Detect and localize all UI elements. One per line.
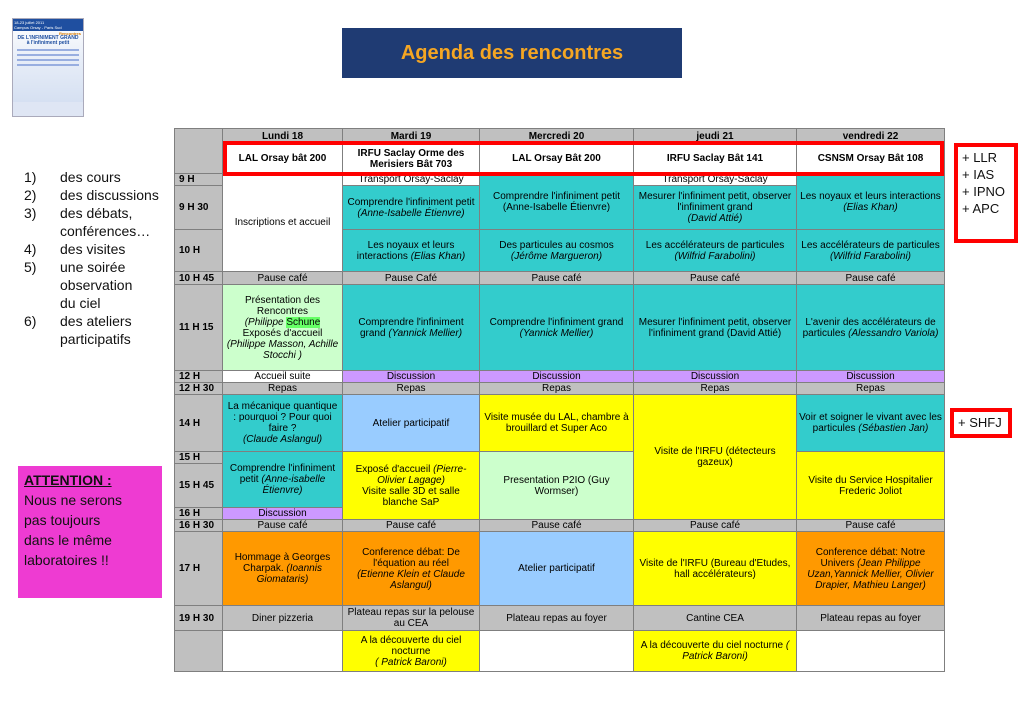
session-title: Des particules au cosmos: [499, 239, 614, 251]
lab-label: + LLR: [962, 150, 998, 165]
extra-labs-box: [954, 143, 1018, 243]
day-header: Mercredi 20: [480, 129, 634, 144]
session-cell: Inscriptions et accueil: [223, 174, 343, 272]
attention-line: dans le même: [24, 532, 112, 548]
dinner-cell: Plateau repas sur la pelouse au CEA: [343, 606, 480, 631]
session-cell: [480, 174, 634, 230]
list-number: 3): [24, 205, 37, 221]
list-item: [24, 312, 159, 330]
session-title: Conference débat: Notre Univers: [815, 546, 926, 569]
list-text: participatifs: [60, 331, 131, 347]
poster-line: [17, 59, 79, 61]
session-cell: Visite de l'IRFU (détecteurs gazeux): [634, 395, 797, 520]
dinner-cell: Cantine CEA: [634, 606, 797, 631]
session-title: Exposés d'accueil: [242, 327, 323, 339]
discussion-cell: Discussion: [223, 508, 343, 520]
dinner-cell: Plateau repas au foyer: [480, 606, 634, 631]
poster-line: [17, 49, 79, 51]
session-speaker: (Philippe: [244, 316, 284, 328]
session-cell: [343, 452, 480, 520]
page-title: Agenda des rencontres: [342, 28, 682, 78]
session-speaker: (Wilfrid Farabolini): [674, 250, 756, 262]
lab-label: + SHFJ: [958, 415, 1002, 430]
session-cell: [223, 631, 343, 672]
time-cell: 9 H: [175, 174, 223, 186]
table-row: [175, 285, 945, 371]
session-speaker: (Anne-Isabelle Étienvre): [502, 201, 611, 213]
list-text: conférences…: [60, 223, 151, 239]
session-cell: Visite musée du LAL, chambre à brouillard et Super Aco: [480, 395, 634, 452]
table-row: [175, 631, 945, 672]
session-cell: Visite de l'IRFU (Bureau d'Etudes, hall accélérateurs): [634, 532, 797, 606]
session-cell: [480, 631, 634, 672]
session-cell: [480, 285, 634, 371]
dinner-cell: Plateau repas au foyer: [797, 606, 945, 631]
break-cell: Pause café: [634, 520, 797, 532]
session-cell: [223, 532, 343, 606]
list-number: [24, 294, 60, 312]
session-title: Comprendre l'infiniment petit: [229, 463, 336, 485]
session-cell: [343, 631, 480, 672]
meal-cell: Repas: [343, 383, 480, 395]
poster-date: 18-23 juillet 2011: [14, 20, 45, 25]
session-speaker: ( Patrick Baroni): [375, 656, 447, 668]
time-cell: 14 H: [175, 395, 223, 452]
attention-line: Nous ne serons: [24, 492, 123, 508]
session-title: Comprendre l'infiniment petit: [347, 196, 475, 208]
session-title: Les accélérateurs de particules: [645, 239, 785, 251]
dinner-cell: Diner pizzeria: [223, 606, 343, 631]
location-cell: IRFU Saclay Orme des Merisiers Bât 703: [343, 144, 480, 174]
time-cell: [175, 631, 223, 672]
session-title: Comprendre l'infiniment grand: [489, 316, 624, 328]
session-cell: [797, 285, 945, 371]
session-speaker: (Claude Aslangul): [242, 434, 323, 445]
table-row: [175, 272, 945, 285]
session-cell: [223, 285, 343, 371]
session-title: L'avenir des accélérateurs de particules: [802, 316, 936, 339]
list-text: des ateliers: [60, 313, 132, 329]
session-title: Les accélérateurs de particules: [801, 239, 940, 251]
break-cell: Pause café: [480, 272, 634, 285]
session-title: Les noyaux et leurs interactions: [356, 239, 455, 262]
session-speaker: (Jean Philippe Uzan,Yannick Mellier, Olivier Drapier, Mathieu Langer): [807, 557, 934, 591]
session-speaker: (Anne-Isabelle Étienvre): [357, 207, 465, 219]
break-cell: Pause café: [797, 272, 945, 285]
session-cell: Atelier participatif: [480, 532, 634, 606]
agenda-table: [174, 128, 945, 672]
session-cell: Transport Orsay-Saclay: [343, 174, 480, 186]
session-cell: Mesurer l'infiniment petit, observer l'infiniment grand (David Attié): [634, 285, 797, 371]
session-title: Voir et soigner le vivant avec les particules: [799, 412, 942, 434]
discussion-cell: Discussion: [634, 371, 797, 383]
session-cell: [634, 631, 797, 672]
session-cell: [343, 285, 480, 371]
attention-line: pas toujours: [24, 512, 101, 528]
session-speaker: (Elias Khan): [410, 250, 466, 262]
time-cell: 19 H 30: [175, 606, 223, 631]
list-item: [24, 330, 159, 348]
break-cell: Pause café: [343, 520, 480, 532]
meal-cell: Repas: [797, 383, 945, 395]
session-speaker: (Yannick Mellier): [519, 327, 594, 339]
location-cell: CSNSM Orsay Bât 108: [797, 144, 945, 174]
day-header: Lundi 18: [223, 129, 343, 144]
time-cell: 16 H 30: [175, 520, 223, 532]
session-cell: Accueil suite: [223, 371, 343, 383]
attention-line: laboratoires !!: [24, 552, 109, 568]
list-number: [24, 276, 60, 294]
list-text: des débats,: [60, 205, 133, 221]
list-text: des discussions: [60, 187, 159, 203]
day-header: vendredi 22: [797, 129, 945, 144]
meal-cell: Repas: [480, 383, 634, 395]
session-cell: [343, 186, 480, 230]
session-cell: [797, 631, 945, 672]
table-row: [175, 520, 945, 532]
session-cell: [797, 174, 945, 230]
list-text: observation: [60, 277, 133, 293]
list-item: [24, 294, 159, 312]
session-title: Visite salle 3D et salle blanche SaP: [362, 485, 460, 508]
list-item: [24, 204, 159, 222]
list-number: [24, 222, 60, 240]
list-text: des visites: [60, 241, 126, 257]
day-header: Mardi 19: [343, 129, 480, 144]
session-speaker: (Pierre-Olivier Lagage): [377, 463, 467, 486]
session-speaker: (Jérôme Margueron): [510, 250, 603, 262]
meal-cell: Repas: [223, 383, 343, 395]
table-row: [175, 395, 945, 452]
table-row: [175, 383, 945, 395]
session-cell: Presentation P2IO (Guy Wormser): [480, 452, 634, 520]
time-cell: 10 H 45: [175, 272, 223, 285]
list-item: [24, 222, 159, 240]
session-title: La mécanique quantique : pourquoi ? Pour quoi faire ?: [227, 401, 338, 434]
lab-label: + IPNO: [962, 184, 1005, 199]
list-item: [24, 186, 159, 204]
time-cell: 10 H: [175, 230, 223, 272]
list-text: du ciel: [60, 295, 101, 311]
session-title: Présentation des Rencontres: [244, 294, 321, 317]
location-cell: IRFU Saclay Bât 141: [634, 144, 797, 174]
session-speaker: (Anne-isabelle Étienvre): [261, 474, 326, 496]
discussion-cell: Discussion: [797, 371, 945, 383]
location-cell: LAL Orsay Bât 200: [480, 144, 634, 174]
session-speaker: (Elias Khan): [843, 201, 898, 213]
time-cell: 9 H 30: [175, 186, 223, 230]
session-cell: [343, 532, 480, 606]
session-speaker: (Sébastien Jan): [858, 423, 929, 434]
poster-title-1: DE L'INFINIMENT GRAND: [17, 35, 79, 41]
conference-poster-thumbnail: [12, 18, 84, 117]
list-text: une soirée: [60, 259, 126, 275]
list-item: [24, 240, 159, 258]
session-title: Comprendre l'infiniment petit: [493, 190, 620, 202]
session-speaker: (Yannick Mellier): [388, 327, 463, 339]
poster-line: [17, 64, 79, 66]
poster-place: Campus Orsay - Paris Sud: [14, 25, 62, 30]
session-title: Les noyaux et leurs interactions: [800, 190, 941, 202]
list-number: 4): [24, 241, 37, 257]
location-row-highlight: [223, 141, 944, 176]
table-row: [175, 452, 945, 464]
session-cell: [797, 230, 945, 272]
session-speaker: (Alessandro Variola): [848, 327, 939, 339]
list-number: 5): [24, 259, 37, 275]
time-cell: 11 H 15: [175, 285, 223, 371]
session-cell: [634, 230, 797, 272]
list-item: [24, 168, 159, 186]
time-cell: 15 H: [175, 452, 223, 464]
session-title: Mesurer l'infiniment petit, observer l'infiniment grand: [638, 191, 792, 213]
session-speaker: (Ioannis Giomataris): [256, 563, 322, 585]
lab-label: + APC: [962, 201, 1000, 216]
time-cell: 12 H 30: [175, 383, 223, 395]
discussion-cell: Discussion: [343, 371, 480, 383]
session-speaker: (Philippe Masson, Achille Stocchi ): [226, 338, 339, 361]
poster-line: [17, 54, 79, 56]
session-cell: Atelier participatif: [343, 395, 480, 452]
table-row: [175, 371, 945, 383]
session-speaker: (Wilfrid Farabolini): [829, 250, 912, 262]
list-number: 6): [24, 313, 37, 329]
activity-list: [24, 168, 159, 348]
time-cell: 12 H: [175, 371, 223, 383]
session-title: A la découverte du ciel nocturne: [360, 634, 462, 657]
session-speaker: (David Attié): [687, 213, 743, 224]
session-cell: Visite du Service Hospitalier Frederic Joliot: [797, 452, 945, 520]
list-text: des cours: [60, 169, 121, 185]
corner-cell: [175, 129, 223, 174]
session-cell: [797, 395, 945, 452]
session-cell: [480, 230, 634, 272]
poster-footer: [13, 102, 83, 116]
lab-label: + IAS: [962, 167, 995, 182]
table-row: [175, 606, 945, 631]
day-header: jeudi 21: [634, 129, 797, 144]
session-title: Exposé d'accueil: [355, 463, 431, 475]
break-cell: Pause café: [634, 272, 797, 285]
break-cell: Pause café: [223, 520, 343, 532]
attention-box: [18, 466, 162, 598]
poster-title-2: à l'infiniment petit: [26, 40, 70, 46]
session-cell: [223, 395, 343, 452]
list-item: [24, 258, 159, 276]
list-number: 2): [24, 187, 37, 203]
list-number: [24, 330, 60, 348]
session-speaker: ( Patrick Baroni): [682, 640, 790, 662]
extra-lab-box: [950, 408, 1012, 438]
break-cell: Pause café: [480, 520, 634, 532]
session-cell: [634, 186, 797, 230]
session-cell: [223, 452, 343, 508]
break-cell: Pause café: [223, 272, 343, 285]
discussion-cell: Discussion: [480, 371, 634, 383]
session-title: A la découverte du ciel nocturne: [640, 640, 784, 651]
session-cell: [797, 532, 945, 606]
session-title: Conference débat: De l'équation au réel: [362, 546, 460, 569]
poster-date-band: [13, 19, 83, 31]
table-row: [175, 532, 945, 606]
session-cell: [343, 230, 480, 272]
attention-title: ATTENTION :: [24, 472, 112, 488]
session-title: Comprendre l'infiniment grand: [358, 316, 464, 339]
time-cell: 17 H: [175, 532, 223, 606]
session-title: Hommage à Georges Charpak.: [234, 552, 331, 574]
break-cell: Pause café: [797, 520, 945, 532]
time-cell: 16 H: [175, 508, 223, 520]
location-cell: LAL Orsay bât 200: [223, 144, 343, 174]
meal-cell: Repas: [634, 383, 797, 395]
session-speaker-highlight: Schune: [286, 316, 321, 328]
list-item: [24, 276, 159, 294]
list-number: 1): [24, 169, 37, 185]
session-speaker: (Etienne Klein et Claude Aslangul): [357, 568, 465, 591]
break-cell: Pause Café: [343, 272, 480, 285]
time-cell: 15 H 45: [175, 464, 223, 508]
poster-org: Rencontres: [58, 31, 81, 36]
session-cell: Transport Orsay-Saclay: [634, 174, 797, 186]
